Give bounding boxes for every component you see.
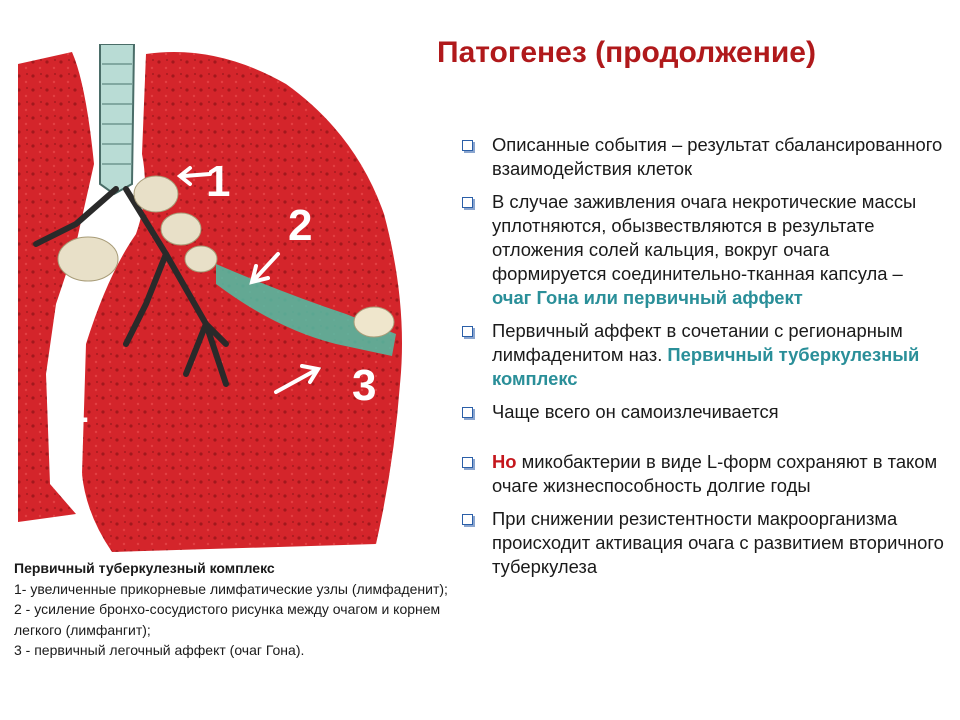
figure-label-3: 3	[352, 361, 377, 410]
caption-title: Первичный туберкулезный комплекс	[14, 560, 275, 576]
square-bullet-icon	[462, 457, 473, 468]
bullet-item: Но микобактерии в виде L-форм сохраняют в таком очаге жизнеспособность долгие годы	[460, 450, 945, 498]
figure-label-1-upper: 1	[206, 157, 231, 206]
slide-title: Патогенез (продолжение)	[437, 36, 816, 69]
caption-line: 1- увеличенные прикорневые лимфатические узлы (лимфаденит);	[14, 580, 448, 597]
caption-line: 3 - первичный легочный аффект (очаг Гона).	[14, 642, 305, 658]
bullet-item: При снижении резистентности макроорганизма происходит активация очага с развитием вторичного туберкулеза	[460, 507, 945, 579]
bullet-item: Описанные события – результат сбалансированного взаимодействия клеток	[460, 133, 945, 181]
caption-line: 2 - усиление бронхо-сосудистого рисунка между очагом и корнем легкого (лимфангит);	[14, 601, 441, 638]
bullet-item: Первичный аффект в сочетании с регионарным лимфаденитом наз. Первичный туберкулезный комплекс	[460, 319, 945, 391]
trachea	[100, 44, 134, 194]
highlight-primary-complex: Первичный туберкулезный комплекс	[492, 344, 920, 389]
figure-caption	[14, 558, 484, 661]
bullet-item: В случае заживления очага некротические массы уплотняются, обызвествляются в результате отложения солей кальция, вокруг очага формируется соединительно-тканная капсула – очаг Гона или первичный аффект	[460, 190, 945, 310]
square-bullet-icon	[462, 197, 473, 208]
bullet-item: Чаще всего он самоизлечивается	[460, 400, 945, 424]
square-bullet-icon	[462, 407, 473, 418]
bullet-list	[460, 133, 945, 588]
square-bullet-icon	[462, 514, 473, 525]
square-bullet-icon	[462, 140, 473, 151]
ghon-focus	[354, 307, 394, 337]
square-bullet-icon	[462, 326, 473, 337]
highlight-ghon-focus: очаг Гона или первичный аффект	[492, 287, 803, 308]
lung-illustration	[16, 44, 408, 552]
figure-label-2: 2	[288, 201, 313, 250]
highlight-but: Но	[492, 451, 517, 472]
figure-label-1-lower: 1	[64, 383, 89, 432]
